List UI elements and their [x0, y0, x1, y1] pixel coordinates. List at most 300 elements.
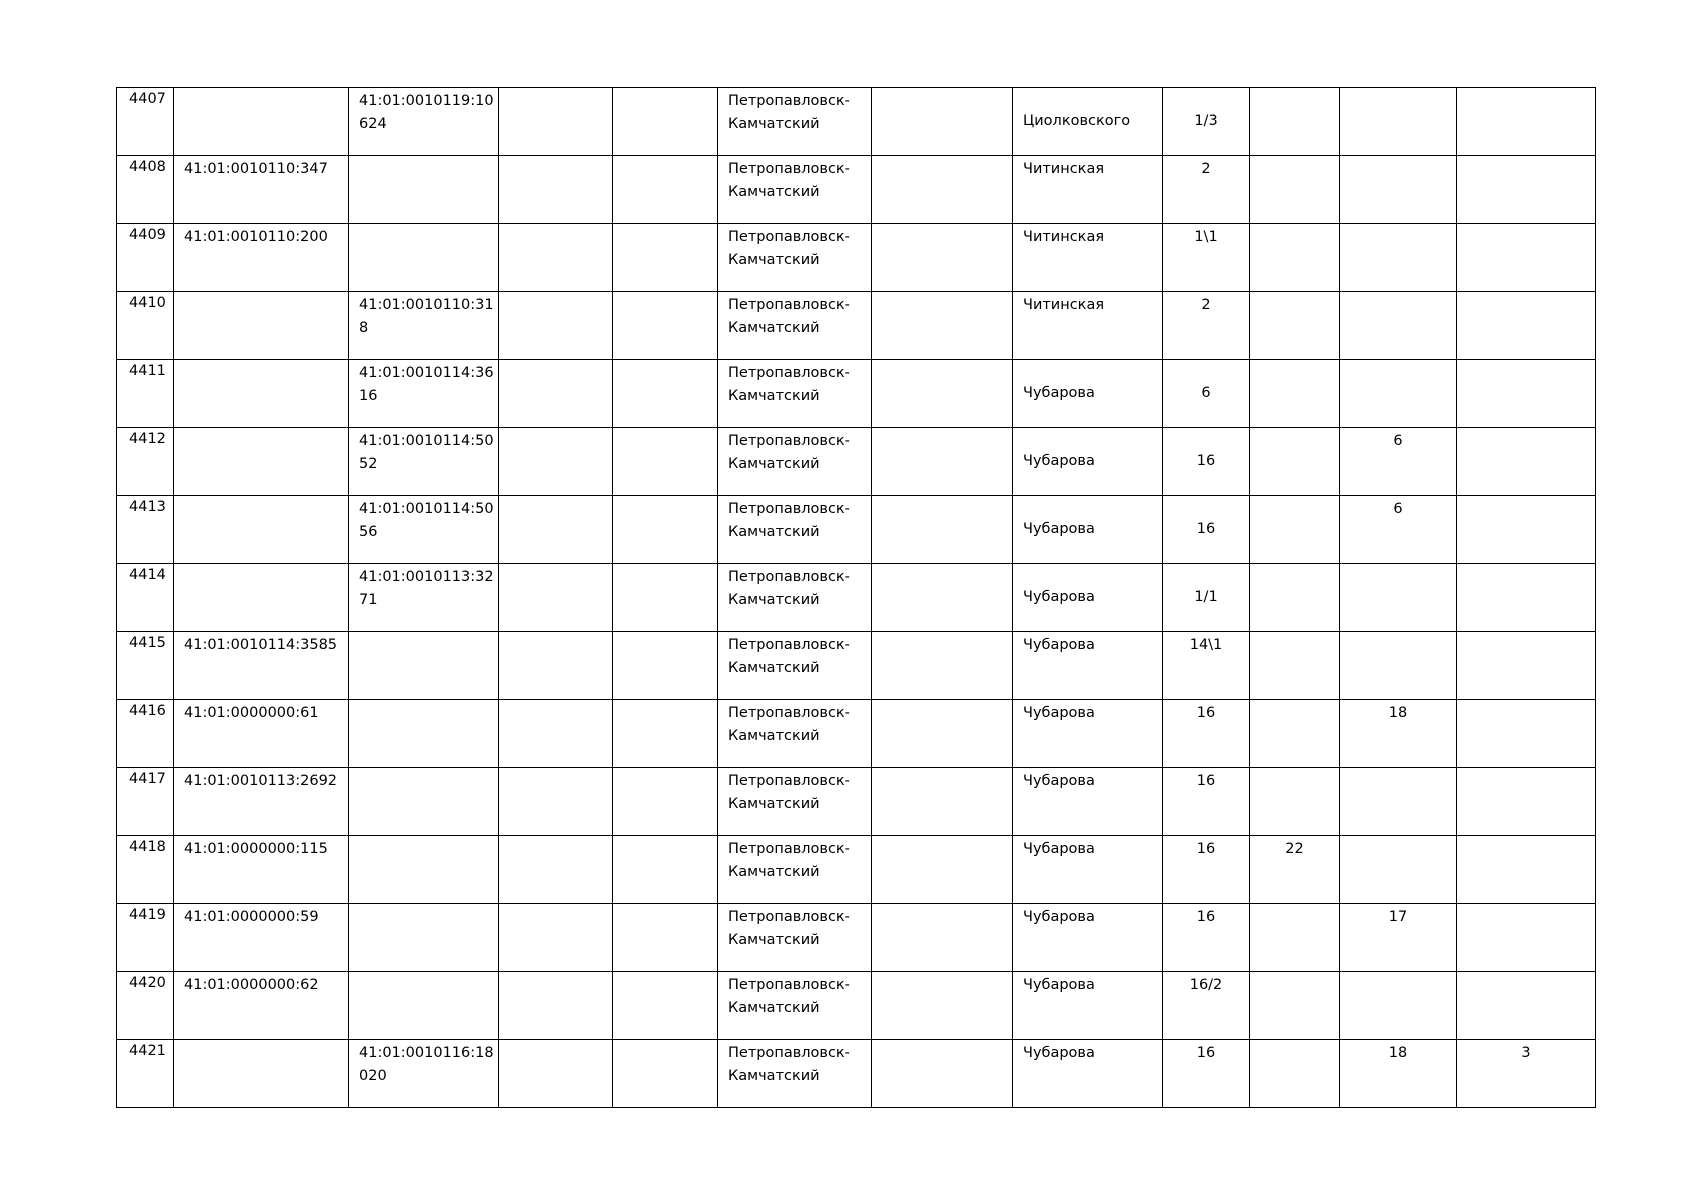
empty-cell: [613, 972, 718, 1040]
table-row: [117, 428, 1596, 496]
cadastral-number-cell-text: 41:01:0000000:61: [184, 705, 319, 721]
cadastral-number-cell: [174, 904, 349, 972]
building-cell-text: [1250, 768, 1339, 770]
cadastral-number-cell: [174, 768, 349, 836]
city-cell: [718, 496, 872, 564]
empty-cell: [872, 564, 1013, 632]
cadastral-number-cell: [174, 564, 349, 632]
empty-cell: [613, 156, 718, 224]
apartment-cell-text: 6: [1393, 501, 1403, 517]
empty-cell: [872, 88, 1013, 156]
cadastral-number-alt-cell: [349, 428, 499, 496]
apartment-cell: [1340, 1040, 1457, 1108]
apartment-cell: [1340, 700, 1457, 768]
building-cell-text: [1250, 1040, 1339, 1042]
empty-cell-text: [613, 904, 717, 906]
building-cell: [1250, 1040, 1340, 1108]
street-cell-text: Читинская: [1023, 229, 1105, 245]
empty-cell: [872, 632, 1013, 700]
apartment-cell: [1340, 428, 1457, 496]
empty-cell-text: [499, 496, 612, 498]
row-number-cell: [117, 156, 174, 224]
empty-cell: [872, 1040, 1013, 1108]
city-cell-text: Петропавловск- Камчатский: [728, 705, 850, 744]
room-cell-text: [1457, 292, 1595, 294]
row-number-cell-text: 4418: [129, 839, 166, 855]
empty-cell-text: [872, 360, 1012, 362]
house-number-cell: [1163, 428, 1250, 496]
city-cell-text: Петропавловск- Камчатский: [728, 365, 850, 404]
house-number-cell: [1163, 156, 1250, 224]
row-number-cell: [117, 428, 174, 496]
apartment-cell: [1340, 972, 1457, 1040]
room-cell-text: [1457, 88, 1595, 90]
table-row: [117, 496, 1596, 564]
room-cell-text: [1457, 224, 1595, 226]
empty-cell: [613, 224, 718, 292]
cadastral-number-alt-cell-text: [349, 972, 498, 974]
empty-cell-text: [499, 88, 612, 90]
empty-cell-text: [872, 88, 1012, 90]
row-number-cell: [117, 972, 174, 1040]
street-cell: [1013, 972, 1163, 1040]
empty-cell: [499, 700, 613, 768]
city-cell: [718, 632, 872, 700]
empty-cell: [872, 836, 1013, 904]
street-cell-text: Чубарова: [1023, 453, 1095, 469]
building-cell-text: [1250, 972, 1339, 974]
row-number-cell: [117, 224, 174, 292]
cadastral-number-alt-cell-text: 41:01:0010116:18 020: [359, 1045, 494, 1084]
street-cell-text: Чубарова: [1023, 773, 1095, 789]
city-cell-text: Петропавловск- Камчатский: [728, 93, 850, 132]
empty-cell: [872, 496, 1013, 564]
cadastral-number-alt-cell-text: 41:01:0010114:50 52: [359, 433, 494, 472]
building-cell: [1250, 564, 1340, 632]
row-number-cell: [117, 1040, 174, 1108]
row-number-cell-text: 4408: [129, 159, 166, 175]
empty-cell-text: [499, 768, 612, 770]
city-cell: [718, 224, 872, 292]
row-number-cell-text: 4414: [129, 567, 166, 583]
city-cell-text: Петропавловск- Камчатский: [728, 841, 850, 880]
street-cell: [1013, 88, 1163, 156]
empty-cell: [613, 564, 718, 632]
row-number-cell-text: 4413: [129, 499, 166, 515]
room-cell-text: [1457, 156, 1595, 158]
street-cell-text: Чубарова: [1023, 637, 1095, 653]
empty-cell-text: [613, 768, 717, 770]
cadastral-number-cell-text: [174, 564, 348, 566]
cadastral-number-cell-text: 41:01:0000000:115: [184, 841, 328, 857]
house-number-cell-text: 1/1: [1194, 589, 1218, 605]
empty-cell-text: [872, 156, 1012, 158]
empty-cell: [613, 292, 718, 360]
table-row: [117, 360, 1596, 428]
table-row: [117, 972, 1596, 1040]
empty-cell-text: [613, 632, 717, 634]
building-cell: [1250, 360, 1340, 428]
empty-cell: [613, 836, 718, 904]
apartment-cell: [1340, 632, 1457, 700]
building-cell: [1250, 700, 1340, 768]
building-cell-text: [1250, 224, 1339, 226]
cadastral-number-cell-text: [174, 1040, 348, 1042]
room-cell: [1457, 224, 1596, 292]
cadastral-number-cell: [174, 292, 349, 360]
empty-cell-text: [613, 496, 717, 498]
room-cell: [1457, 564, 1596, 632]
apartment-cell-text: [1340, 156, 1456, 158]
apartment-cell-text: [1340, 564, 1456, 566]
apartment-cell: [1340, 156, 1457, 224]
street-cell: [1013, 292, 1163, 360]
empty-cell: [499, 156, 613, 224]
building-cell: [1250, 836, 1340, 904]
room-cell: [1457, 700, 1596, 768]
street-cell-text: Читинская: [1023, 297, 1105, 313]
table-row: [117, 1040, 1596, 1108]
cadastral-number-cell-text: 41:01:0010113:2692: [184, 773, 338, 789]
building-cell-text: 22: [1285, 841, 1304, 857]
house-number-cell-text: 14\1: [1189, 637, 1223, 653]
room-cell: [1457, 768, 1596, 836]
empty-cell-text: [872, 904, 1012, 906]
street-cell: [1013, 836, 1163, 904]
empty-cell-text: [499, 904, 612, 906]
empty-cell-text: [872, 836, 1012, 838]
row-number-cell-text: 4416: [129, 703, 166, 719]
apartment-cell: [1340, 360, 1457, 428]
empty-cell-text: [872, 224, 1012, 226]
house-number-cell: [1163, 836, 1250, 904]
building-cell-text: [1250, 156, 1339, 158]
apartment-cell: [1340, 496, 1457, 564]
cadastral-number-alt-cell-text: 41:01:0010119:10 624: [359, 93, 494, 132]
apartment-cell-text: 18: [1388, 705, 1408, 721]
house-number-cell-text: 6: [1201, 385, 1211, 401]
empty-cell-text: [613, 224, 717, 226]
cadastral-number-cell: [174, 632, 349, 700]
city-cell: [718, 836, 872, 904]
cadastral-number-alt-cell: [349, 904, 499, 972]
table-body: [117, 88, 1596, 1108]
apartment-cell: [1340, 564, 1457, 632]
room-cell-text: [1457, 360, 1595, 362]
room-cell: [1457, 972, 1596, 1040]
house-number-cell-text: 1/3: [1194, 113, 1218, 129]
house-number-cell-text: 16: [1196, 773, 1216, 789]
street-cell: [1013, 428, 1163, 496]
table-row: [117, 836, 1596, 904]
cadastral-number-alt-cell-text: [349, 632, 498, 634]
empty-cell: [499, 224, 613, 292]
cadastral-number-alt-cell: [349, 292, 499, 360]
empty-cell-text: [499, 1040, 612, 1042]
street-cell-text: Чубарова: [1023, 521, 1095, 537]
empty-cell-text: [613, 972, 717, 974]
city-cell-text: Петропавловск- Камчатский: [728, 977, 850, 1016]
house-number-cell-text: 2: [1201, 297, 1211, 313]
row-number-cell: [117, 836, 174, 904]
room-cell: [1457, 428, 1596, 496]
house-number-cell-text: 16: [1196, 521, 1216, 537]
house-number-cell: [1163, 88, 1250, 156]
street-cell-text: Чубарова: [1023, 977, 1095, 993]
building-cell: [1250, 904, 1340, 972]
street-cell-text: Чубарова: [1023, 909, 1095, 925]
empty-cell: [872, 768, 1013, 836]
row-number-cell-text: 4421: [129, 1043, 166, 1059]
empty-cell-text: [872, 292, 1012, 294]
empty-cell: [613, 88, 718, 156]
cadastral-number-alt-cell: [349, 564, 499, 632]
row-number-cell: [117, 768, 174, 836]
row-number-cell-text: 4409: [129, 227, 166, 243]
street-cell: [1013, 224, 1163, 292]
cadastral-number-alt-cell-text: [349, 156, 498, 158]
row-number-cell: [117, 632, 174, 700]
city-cell-text: Петропавловск- Камчатский: [728, 773, 850, 812]
building-cell-text: [1250, 904, 1339, 906]
building-cell-text: [1250, 632, 1339, 634]
empty-cell-text: [872, 768, 1012, 770]
table-row: [117, 88, 1596, 156]
row-number-cell-text: 4415: [129, 635, 166, 651]
building-cell: [1250, 972, 1340, 1040]
building-cell: [1250, 88, 1340, 156]
cadastral-number-alt-cell-text: 41:01:0010110:31 8: [359, 297, 494, 336]
street-cell: [1013, 768, 1163, 836]
row-number-cell: [117, 360, 174, 428]
room-cell: [1457, 292, 1596, 360]
cadastral-number-alt-cell-text: [349, 836, 498, 838]
apartment-cell-text: [1340, 836, 1456, 838]
cadastral-number-cell-text: 41:01:0010110:347: [184, 161, 328, 177]
empty-cell-text: [499, 224, 612, 226]
cadastral-number-cell-text: [174, 88, 348, 90]
city-cell: [718, 768, 872, 836]
building-cell-text: [1250, 700, 1339, 702]
apartment-cell-text: [1340, 224, 1456, 226]
empty-cell: [872, 292, 1013, 360]
room-cell-text: [1457, 700, 1595, 702]
apartment-cell: [1340, 292, 1457, 360]
city-cell: [718, 700, 872, 768]
empty-cell: [872, 224, 1013, 292]
cadastral-number-alt-cell-text: [349, 768, 498, 770]
city-cell: [718, 904, 872, 972]
apartment-cell-text: [1340, 972, 1456, 974]
house-number-cell: [1163, 632, 1250, 700]
empty-cell: [872, 156, 1013, 224]
empty-cell-text: [613, 88, 717, 90]
empty-cell: [499, 972, 613, 1040]
empty-cell: [499, 428, 613, 496]
building-cell-text: [1250, 360, 1339, 362]
row-number-cell-text: 4412: [129, 431, 166, 447]
city-cell: [718, 972, 872, 1040]
street-cell: [1013, 156, 1163, 224]
street-cell: [1013, 496, 1163, 564]
row-number-cell-text: 4417: [129, 771, 166, 787]
cadastral-number-alt-cell: [349, 88, 499, 156]
room-cell: [1457, 360, 1596, 428]
street-cell: [1013, 564, 1163, 632]
cadastral-number-alt-cell-text: [349, 904, 498, 906]
house-number-cell-text: 16: [1196, 705, 1216, 721]
table-row: [117, 156, 1596, 224]
room-cell: [1457, 632, 1596, 700]
house-number-cell-text: 1\1: [1194, 229, 1218, 245]
cadastral-number-cell-text: 41:01:0000000:59: [184, 909, 319, 925]
empty-cell: [499, 292, 613, 360]
apartment-cell-text: [1340, 360, 1456, 362]
empty-cell: [872, 428, 1013, 496]
apartment-cell-text: [1340, 632, 1456, 634]
house-number-cell-text: 16/2: [1189, 977, 1223, 993]
empty-cell: [872, 360, 1013, 428]
building-cell-text: [1250, 564, 1339, 566]
empty-cell-text: [499, 632, 612, 634]
cadastral-number-cell: [174, 496, 349, 564]
building-cell: [1250, 496, 1340, 564]
house-number-cell: [1163, 700, 1250, 768]
table-row: [117, 632, 1596, 700]
empty-cell: [499, 836, 613, 904]
house-number-cell: [1163, 972, 1250, 1040]
room-cell-text: [1457, 632, 1595, 634]
street-cell-text: Циолковского: [1023, 113, 1131, 129]
empty-cell: [499, 632, 613, 700]
empty-cell: [872, 700, 1013, 768]
city-cell: [718, 428, 872, 496]
house-number-cell: [1163, 1040, 1250, 1108]
street-cell-text: Чубарова: [1023, 1045, 1095, 1061]
empty-cell-text: [872, 496, 1012, 498]
apartment-cell-text: 17: [1388, 909, 1408, 925]
row-number-cell-text: 4407: [129, 91, 166, 107]
house-number-cell-text: 2: [1201, 161, 1211, 177]
row-number-cell: [117, 904, 174, 972]
cadastral-number-cell: [174, 88, 349, 156]
street-cell: [1013, 904, 1163, 972]
apartment-cell: [1340, 836, 1457, 904]
empty-cell-text: [872, 972, 1012, 974]
room-cell-text: 3: [1521, 1045, 1531, 1061]
room-cell-text: [1457, 836, 1595, 838]
cadastral-number-alt-cell: [349, 836, 499, 904]
cadastral-number-cell: [174, 836, 349, 904]
empty-cell: [499, 1040, 613, 1108]
apartment-cell-text: [1340, 768, 1456, 770]
empty-cell-text: [613, 564, 717, 566]
cadastral-number-cell: [174, 360, 349, 428]
house-number-cell-text: 16: [1196, 1045, 1216, 1061]
empty-cell-text: [499, 360, 612, 362]
street-cell: [1013, 700, 1163, 768]
house-number-cell: [1163, 904, 1250, 972]
house-number-cell-text: 16: [1196, 841, 1216, 857]
empty-cell: [499, 768, 613, 836]
house-number-cell: [1163, 224, 1250, 292]
city-cell: [718, 88, 872, 156]
building-cell-text: [1250, 292, 1339, 294]
room-cell-text: [1457, 564, 1595, 566]
room-cell-text: [1457, 496, 1595, 498]
cadastral-number-cell-text: 41:01:0010114:3585: [184, 637, 338, 653]
cadastral-number-cell-text: 41:01:0000000:62: [184, 977, 319, 993]
cadastral-number-alt-cell-text: 41:01:0010114:50 56: [359, 501, 494, 540]
street-cell-text: Чубарова: [1023, 705, 1095, 721]
empty-cell-text: [872, 564, 1012, 566]
cadastral-number-alt-cell: [349, 700, 499, 768]
empty-cell-text: [613, 292, 717, 294]
cadastral-number-cell-text: 41:01:0010110:200: [184, 229, 328, 245]
house-number-cell: [1163, 360, 1250, 428]
cadastral-number-alt-cell: [349, 632, 499, 700]
cadastral-number-cell: [174, 156, 349, 224]
empty-cell: [872, 972, 1013, 1040]
empty-cell-text: [613, 1040, 717, 1042]
city-cell-text: Петропавловск- Камчатский: [728, 229, 850, 268]
row-number-cell-text: 4419: [129, 907, 166, 923]
cadastral-number-cell: [174, 224, 349, 292]
room-cell: [1457, 496, 1596, 564]
cadastral-number-alt-cell-text: [349, 224, 498, 226]
empty-cell-text: [499, 428, 612, 430]
cadastral-number-alt-cell: [349, 224, 499, 292]
city-cell-text: Петропавловск- Камчатский: [728, 501, 850, 540]
empty-cell-text: [499, 700, 612, 702]
cadastral-number-alt-cell-text: 41:01:0010113:32 71: [359, 569, 494, 608]
room-cell-text: [1457, 428, 1595, 430]
building-cell-text: [1250, 428, 1339, 430]
street-cell-text: Чубарова: [1023, 589, 1095, 605]
building-cell: [1250, 632, 1340, 700]
city-cell-text: Петропавловск- Камчатский: [728, 909, 850, 948]
cadastral-number-alt-cell-text: [349, 700, 498, 702]
room-cell-text: [1457, 904, 1595, 906]
empty-cell: [499, 496, 613, 564]
empty-cell-text: [872, 632, 1012, 634]
apartment-cell-text: 6: [1393, 433, 1403, 449]
row-number-cell: [117, 88, 174, 156]
cadastral-number-cell: [174, 972, 349, 1040]
empty-cell: [613, 428, 718, 496]
cadastral-number-alt-cell: [349, 972, 499, 1040]
city-cell-text: Петропавловск- Камчатский: [728, 161, 850, 200]
table-row: [117, 700, 1596, 768]
room-cell: [1457, 904, 1596, 972]
house-number-cell-text: 16: [1196, 909, 1216, 925]
city-cell: [718, 1040, 872, 1108]
row-number-cell-text: 4411: [129, 363, 166, 379]
empty-cell-text: [872, 428, 1012, 430]
empty-cell-text: [872, 700, 1012, 702]
room-cell-text: [1457, 768, 1595, 770]
table-row: [117, 768, 1596, 836]
cadastral-number-alt-cell: [349, 496, 499, 564]
apartment-cell-text: 18: [1388, 1045, 1408, 1061]
city-cell-text: Петропавловск- Камчатский: [728, 297, 850, 336]
street-cell: [1013, 1040, 1163, 1108]
empty-cell: [613, 904, 718, 972]
cadastral-number-alt-cell: [349, 1040, 499, 1108]
cadastral-number-alt-cell: [349, 768, 499, 836]
street-cell: [1013, 632, 1163, 700]
street-cell-text: Читинская: [1023, 161, 1105, 177]
